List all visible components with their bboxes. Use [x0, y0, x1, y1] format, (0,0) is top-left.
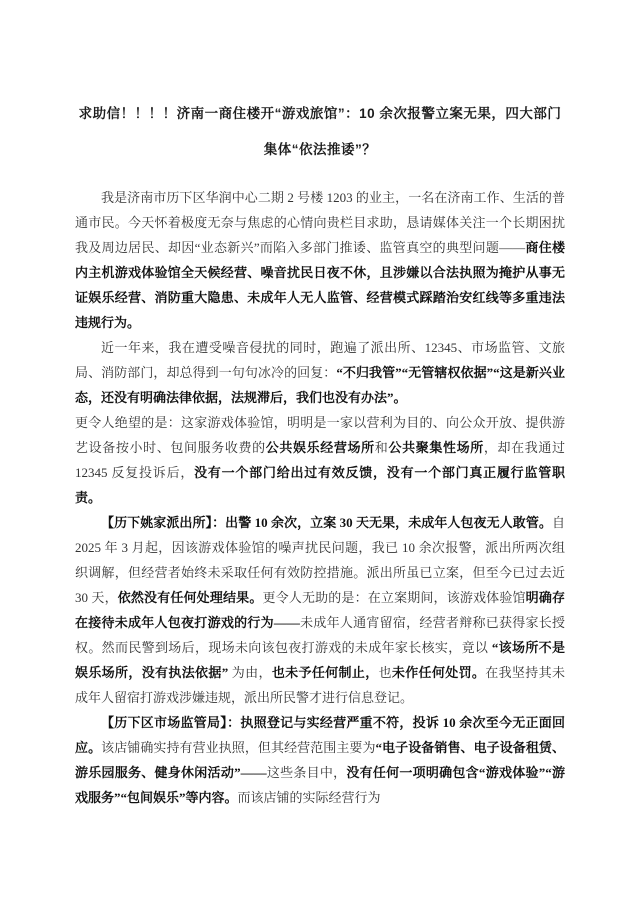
text-run-bold: “不归我管”“无管辖权依据”“这是新兴业态，还没有明确法律依据，法规滞后，我们也没有办法”。	[75, 365, 565, 405]
document-body	[75, 185, 565, 810]
text-run-bold: 也未予任何制止，	[271, 665, 379, 680]
text-run: ，却在我通过 12345 反复投诉后，	[75, 440, 565, 480]
text-run: 在我坚持其未成年人留宿打游戏涉嫌违规，派出所民警才进行信息登记。	[75, 665, 565, 705]
paragraph	[75, 335, 565, 410]
paragraph	[75, 185, 565, 335]
text-run: 更令人无助的是：在立案期间，该游戏体验馆	[262, 590, 526, 605]
text-run-bold: 未作任何处罚。	[391, 665, 486, 680]
text-run: 近一年来，我在遭受噪音侵扰的同时，跑遍了派出所、12345、市场监管、文旅局、消防部门，却总得到一句句冰冷的回复：	[75, 340, 565, 380]
paragraph	[75, 710, 565, 810]
text-run: 我是济南市历下区华润中心二期 2 号楼 1203 的业主，一名在济南工作、生活的普通市民。今天怀着极度无奈与焦虑的心情向贵栏目求助，恳请媒体关注一个长期困扰我及周边居民、却因“业态新兴”而陷入多部门推诿、监管真空的典型问题——	[75, 190, 565, 255]
text-run-bold: “电子设备销售、电子设备租赁、游乐园服务、健身休闲活动”——	[75, 740, 565, 780]
text-run: 也	[378, 665, 392, 680]
text-run-bold: 明确存在接待未成年人包夜打游戏的行为——	[75, 590, 565, 630]
text-run-bold: 没有任何一项明确包含“游戏体验”“游戏服务”“包间娱乐”等内容。	[75, 765, 565, 805]
text-run-bold: 依然没有任何处理结果。	[117, 590, 263, 605]
text-run: 未成年人通宵留宿，经营者辩称已获得家长授权。然而民警到场后，现场未向该包夜打游戏的未成年家长核实，竟以	[75, 615, 565, 655]
text-run-bold: 【历下姚家派出所】：出警 10 余次，立案 30 天无果，未成年人包夜无人敢管。	[101, 515, 552, 530]
text-run-bold: 【历下区市场监管局】：执照登记与实经营严重不符，投诉 10 余次至今无正面回应。	[75, 715, 565, 755]
text-run: 这些条目中，	[266, 765, 347, 780]
text-run-bold: 没有一个部门给出过有效反馈，没有一个部门真正履行监管职责。	[75, 465, 565, 505]
paragraph	[75, 510, 565, 710]
text-run: 为由，	[228, 665, 272, 680]
text-run: 更令人绝望的是：这家游戏体验馆，明明是一家以营利为目的、向公众开放、提供游艺设备按小时、包间服务收费的	[75, 415, 565, 455]
document-title: 求助信！！！！济南一商住楼开“游戏旅馆”：10 余次报警立案无果，四大部门集体“依法推诿”？	[78, 106, 562, 157]
text-run-bold: 公共聚集性场所	[388, 440, 484, 455]
text-run-bold: 公共娱乐经营场所	[265, 440, 375, 455]
paragraph	[75, 410, 565, 510]
text-run: 该店铺确实持有营业执照，但其经营范围主要为	[101, 740, 376, 755]
text-run: 而该店铺的实际经营行为	[237, 790, 381, 805]
text-run-bold: “该场所不是娱乐场所，没有执法依据”	[75, 640, 565, 680]
text-run: 和	[374, 440, 389, 455]
text-run: 自 2025 年 3 月起，因该游戏体验馆的噪声扰民问题，我已 10 余次报警，派出所两次组织调解，但经营者始终未采取任何有效防控措施。派出所虽已立案，但至今已过去近 30 天，	[75, 515, 565, 605]
text-run-bold: 商住楼内主机游戏体验馆全天候经营、噪音扰民日夜不休，且涉嫌以合法执照为掩护从事无证娱乐经营、消防重大隐患、未成年人无人监管、经营模式踩踏治安红线等多重违法违规行为。	[75, 240, 565, 330]
